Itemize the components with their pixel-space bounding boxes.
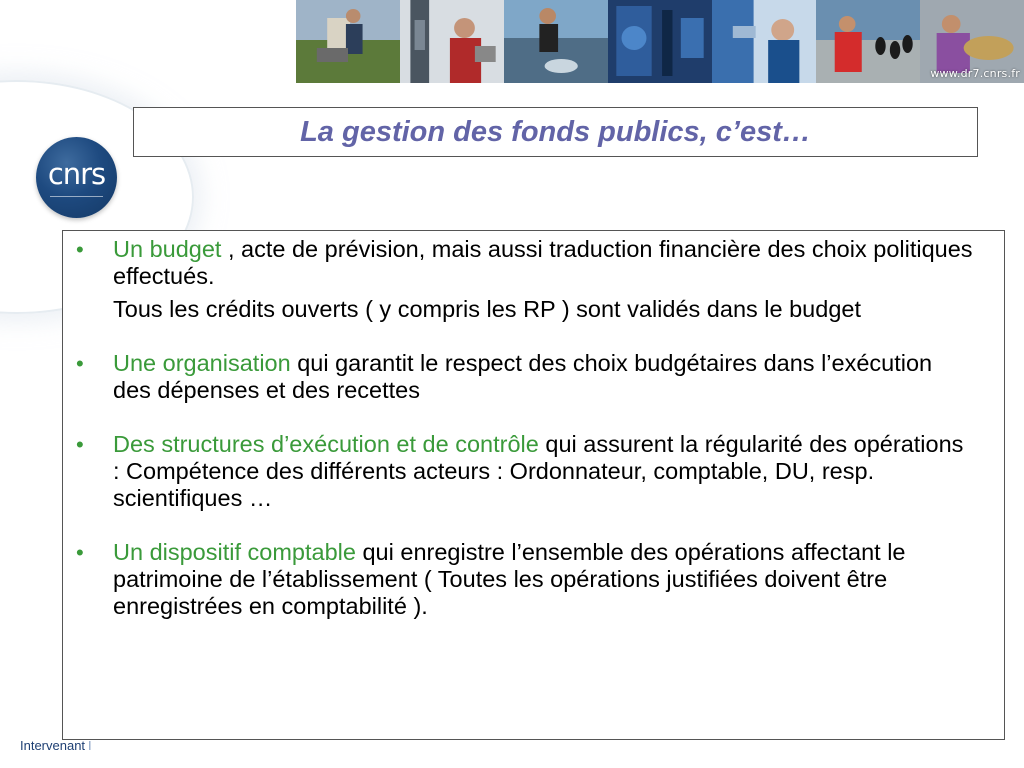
- bullet-text: qui garantit le respect des choix budgétaires dans l’exécution des dépenses et des recettes: [113, 350, 933, 403]
- bullet-text: qui enregistre l’ensemble des opérations affectant le patrimoine de l’établissement ( Toutes les opérations justifiées doivent être enregistrées en comptabilité ).: [113, 539, 906, 619]
- banner-photo-coast-sampling: [504, 0, 608, 83]
- bullet-dot: •: [76, 237, 84, 262]
- bullet-budget: [63, 236, 1004, 323]
- banner-url: www.dr7.cnrs.fr: [930, 67, 1020, 80]
- bullet-subtext: Tous les crédits ouverts ( y compris les RP ) sont validés dans le budget: [113, 296, 861, 322]
- banner-photo-sieve: [920, 0, 1024, 83]
- footer: [20, 738, 92, 753]
- banner-photo-laboratory: [400, 0, 504, 83]
- bullet-structures: [63, 431, 1004, 512]
- bullet-text: qui assurent la régularité des opérations : Compétence des différents acteurs : Ordonnateur, comptable, DU, resp. scientifiques …: [113, 431, 964, 511]
- content-box: [62, 230, 1005, 740]
- cnrs-logo-text: cnrs: [47, 157, 106, 191]
- bullet-highlight: Une organisation: [113, 350, 291, 376]
- banner-photo-instrument: [608, 0, 712, 83]
- photo-banner: [296, 0, 1024, 83]
- slide-title: La gestion des fonds publics, c’est…: [300, 115, 811, 148]
- banner-photo-penguins: [816, 0, 920, 83]
- bullet-text: , acte de prévision, mais aussi traduction financière des choix politiques effectués.: [113, 236, 973, 289]
- bullet-dot: •: [76, 351, 84, 376]
- footer-label: Intervenant: [20, 738, 86, 753]
- banner-photo-field-researcher: [296, 0, 400, 83]
- footer-separator: I: [88, 738, 92, 753]
- logo-divider: [50, 196, 103, 197]
- bullet-dot: •: [76, 432, 84, 457]
- title-box: [133, 107, 978, 157]
- banner-photo-microscope: [712, 0, 816, 83]
- bullet-highlight: Des structures d’exécution et de contrôle: [113, 431, 539, 457]
- bullet-dot: •: [76, 540, 84, 565]
- bullet-dispositif: [63, 539, 1004, 620]
- cnrs-logo: [36, 137, 117, 218]
- bullet-organisation: [63, 350, 1004, 404]
- bullet-highlight: Un dispositif comptable: [113, 539, 356, 565]
- bullet-highlight: Un budget: [113, 236, 222, 262]
